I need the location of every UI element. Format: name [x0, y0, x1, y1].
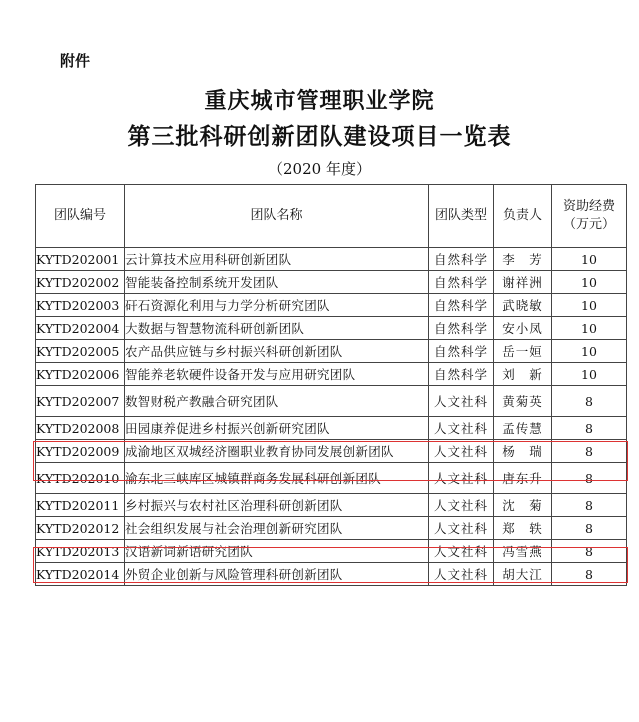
team-type-cell: 自然科学: [429, 294, 494, 317]
team-id-cell: KYTD202006: [36, 363, 125, 386]
attachment-label: 附件: [60, 52, 91, 70]
team-name-cell: 社会组织发展与社会治理创新研究团队: [125, 517, 429, 540]
team-name-cell: 汉语新词新语研究团队: [125, 540, 429, 563]
leader-cell: 黄菊英: [494, 386, 552, 417]
table-row: [36, 463, 627, 494]
funding-cell: 10: [552, 340, 627, 363]
table-row: [36, 340, 627, 363]
funding-cell: 8: [552, 540, 627, 563]
team-id-cell: KYTD202002: [36, 271, 125, 294]
team-name-cell: 云计算技术应用科研创新团队: [125, 248, 429, 271]
leader-cell: 武晓敏: [494, 294, 552, 317]
funding-cell: 10: [552, 363, 627, 386]
team-type-cell: 自然科学: [429, 340, 494, 363]
team-name-cell: 渝东北三峡库区城镇群商务发展科研创新团队: [125, 463, 429, 494]
team-name-cell: 外贸企业创新与风险管理科研创新团队: [125, 563, 429, 586]
team-name-cell: 农产品供应链与乡村振兴科研创新团队: [125, 340, 429, 363]
header-team-name: 团队名称: [125, 185, 429, 248]
team-id-cell: KYTD202003: [36, 294, 125, 317]
team-type-cell: 自然科学: [429, 363, 494, 386]
header-team-id: 团队编号: [36, 185, 125, 248]
team-id-cell: KYTD202010: [36, 463, 125, 494]
team-name-cell: 乡村振兴与农村社区治理科研创新团队: [125, 494, 429, 517]
leader-cell: 胡大江: [494, 563, 552, 586]
table-row: [36, 294, 627, 317]
table-row: [36, 440, 627, 463]
team-name-cell: 智能装备控制系统开发团队: [125, 271, 429, 294]
team-type-cell: 人文社科: [429, 517, 494, 540]
team-type-cell: 人文社科: [429, 563, 494, 586]
header-funding: [552, 185, 627, 248]
team-type-cell: 人文社科: [429, 463, 494, 494]
team-type-cell: 自然科学: [429, 248, 494, 271]
funding-cell: 10: [552, 248, 627, 271]
team-name-cell: 数智财税产教融合研究团队: [125, 386, 429, 417]
team-name-cell: 成渝地区双城经济圈职业教育协同发展创新团队: [125, 440, 429, 463]
document-title: 重庆城市管理职业学院: [204, 88, 435, 114]
team-type-cell: 人文社科: [429, 386, 494, 417]
leader-cell: 沈 菊: [494, 494, 552, 517]
team-id-cell: KYTD202011: [36, 494, 125, 517]
table-row: [36, 363, 627, 386]
team-type-cell: 人文社科: [429, 494, 494, 517]
table-row: [36, 417, 627, 440]
header-team-type: 团队类型: [429, 185, 494, 248]
team-id-cell: KYTD202007: [36, 386, 125, 417]
team-type-cell: 自然科学: [429, 271, 494, 294]
funding-cell: 8: [552, 563, 627, 586]
header-funding-unit: （万元）: [562, 217, 615, 232]
table-row: [36, 271, 627, 294]
leader-cell: 孟传慧: [494, 417, 552, 440]
table-row: [36, 386, 627, 417]
funding-cell: 8: [552, 386, 627, 417]
leader-cell: 郑 轶: [494, 517, 552, 540]
team-id-cell: KYTD202005: [36, 340, 125, 363]
document-subtitle: 第三批科研创新团队建设项目一览表: [127, 123, 512, 150]
funding-cell: 8: [552, 417, 627, 440]
leader-cell: 安小凤: [494, 317, 552, 340]
team-id-cell: KYTD202014: [36, 563, 125, 586]
table-row: [36, 517, 627, 540]
table-row: [36, 563, 627, 586]
team-table: [35, 184, 627, 586]
header-leader: 负责人: [494, 185, 552, 248]
header-funding-label: 资助经费: [562, 199, 615, 214]
table-header-row: [36, 185, 627, 248]
funding-cell: 8: [552, 517, 627, 540]
leader-cell: 谢祥洲: [494, 271, 552, 294]
funding-cell: 8: [552, 440, 627, 463]
leader-cell: 冯雪燕: [494, 540, 552, 563]
team-name-cell: 矸石资源化利用与力学分析研究团队: [125, 294, 429, 317]
team-type-cell: 人文社科: [429, 540, 494, 563]
funding-cell: 10: [552, 271, 627, 294]
table-row: [36, 540, 627, 563]
team-id-cell: KYTD202008: [36, 417, 125, 440]
team-id-cell: KYTD202004: [36, 317, 125, 340]
leader-cell: 刘 新: [494, 363, 552, 386]
table-row: [36, 317, 627, 340]
funding-cell: 8: [552, 494, 627, 517]
team-type-cell: 人文社科: [429, 440, 494, 463]
team-name-cell: 大数据与智慧物流科研创新团队: [125, 317, 429, 340]
funding-cell: 8: [552, 463, 627, 494]
leader-cell: 唐东升: [494, 463, 552, 494]
team-id-cell: KYTD202013: [36, 540, 125, 563]
table-row: [36, 248, 627, 271]
leader-cell: 杨 瑞: [494, 440, 552, 463]
team-name-cell: 智能养老软硬件设备开发与应用研究团队: [125, 363, 429, 386]
funding-cell: 10: [552, 294, 627, 317]
leader-cell: 岳一姮: [494, 340, 552, 363]
funding-cell: 10: [552, 317, 627, 340]
team-id-cell: KYTD202001: [36, 248, 125, 271]
team-id-cell: KYTD202009: [36, 440, 125, 463]
team-id-cell: KYTD202012: [36, 517, 125, 540]
year-note: （2020 年度）: [268, 160, 371, 178]
team-name-cell: 田园康养促进乡村振兴创新研究团队: [125, 417, 429, 440]
table-row: [36, 494, 627, 517]
team-type-cell: 自然科学: [429, 317, 494, 340]
team-type-cell: 人文社科: [429, 417, 494, 440]
leader-cell: 李 芳: [494, 248, 552, 271]
